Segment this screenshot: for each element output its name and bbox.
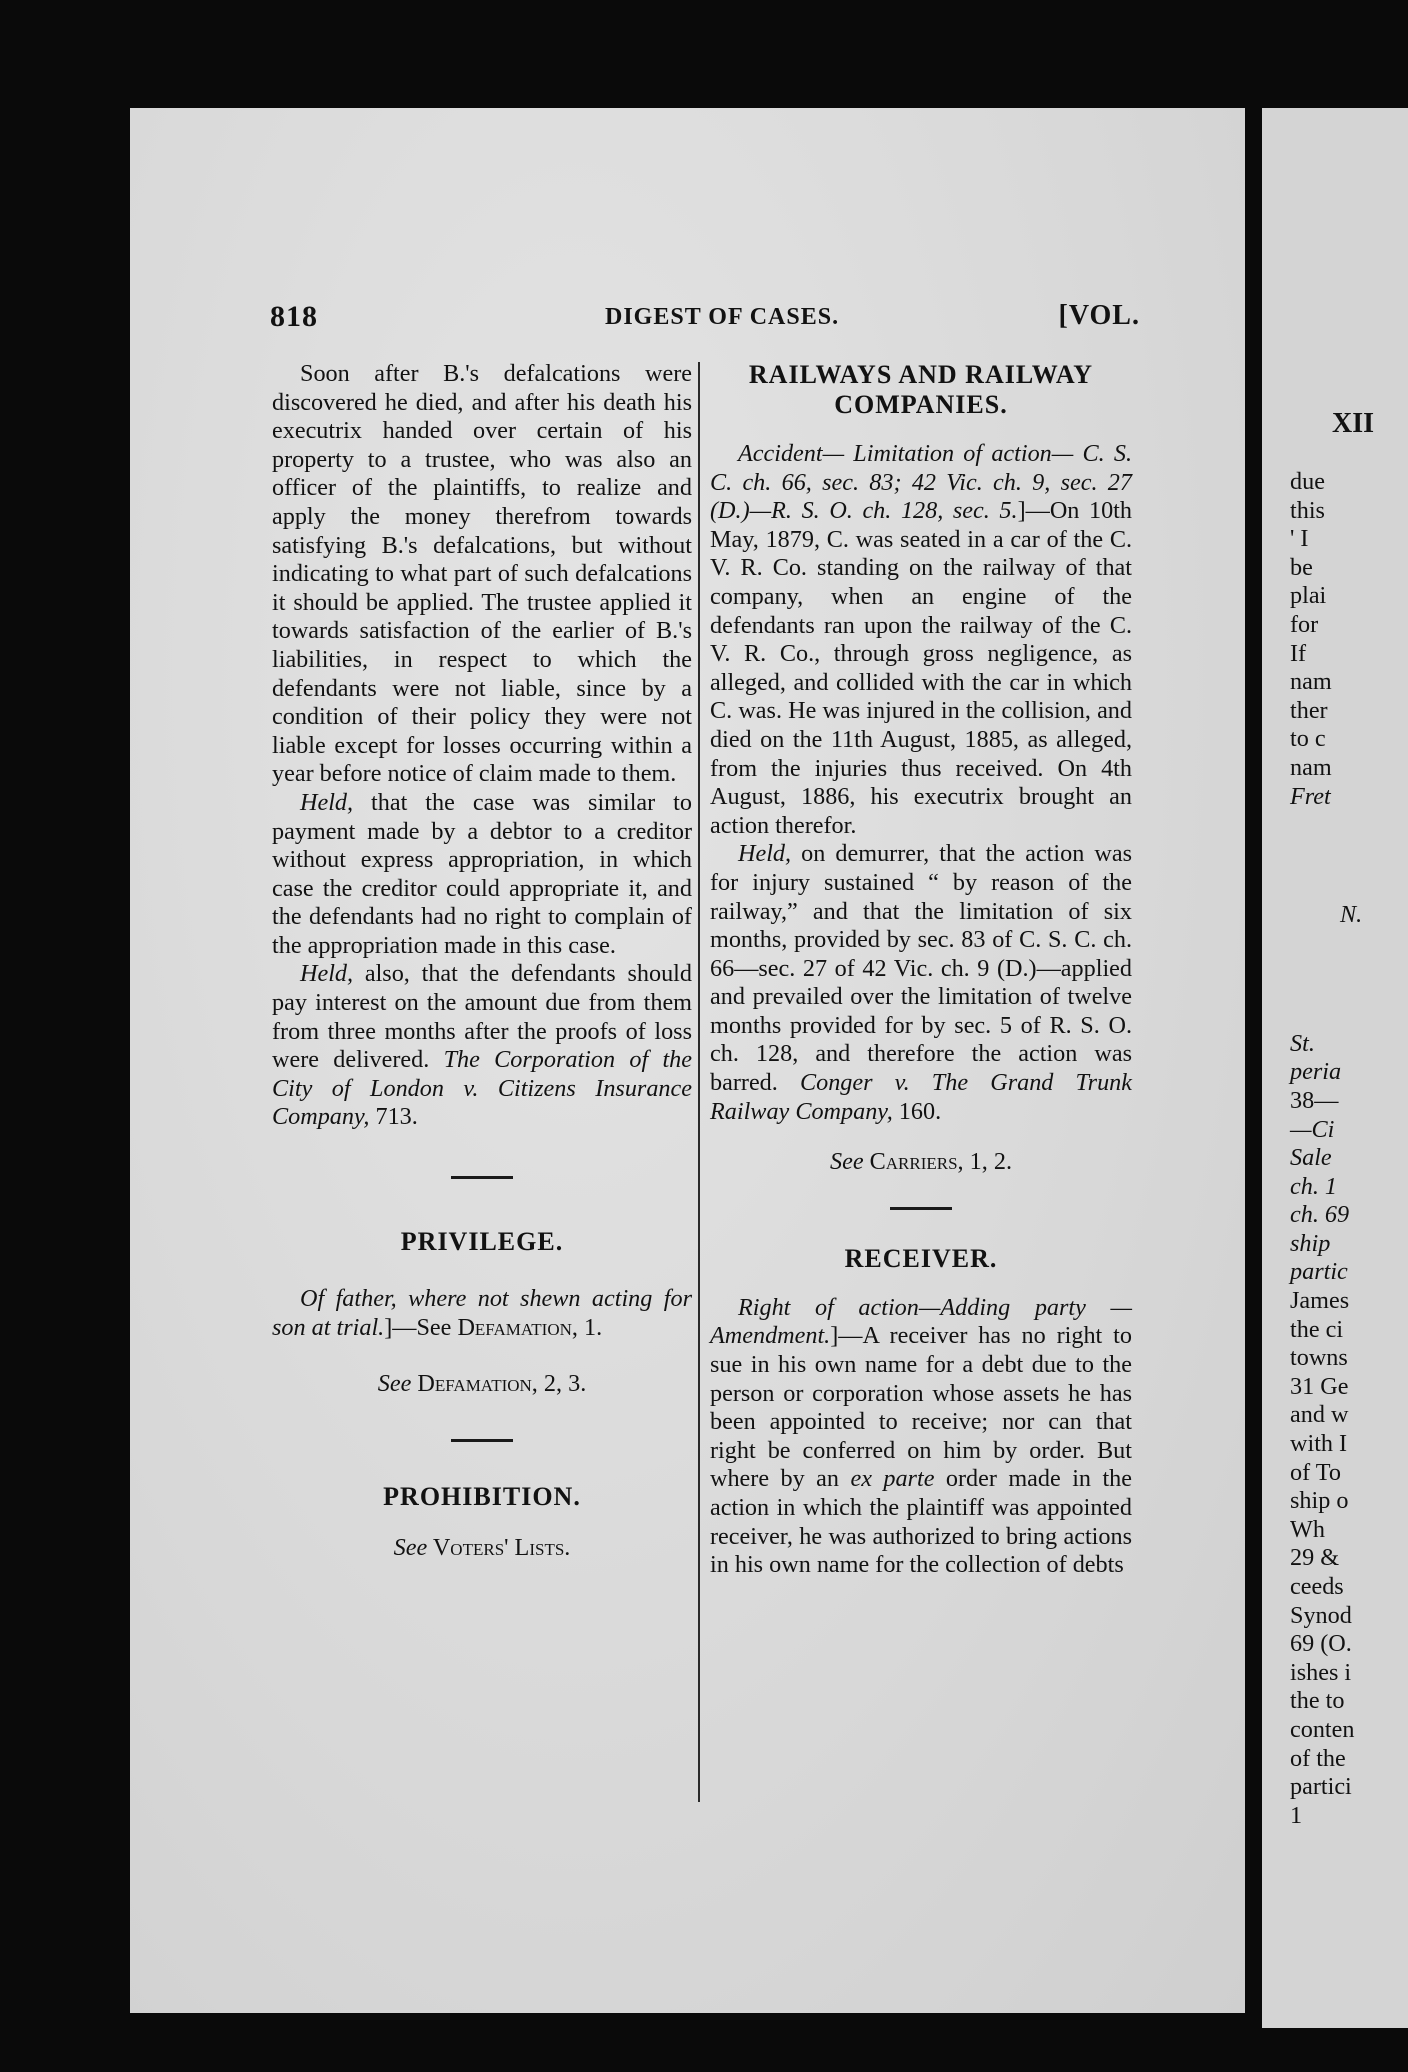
column-divider [698, 362, 700, 1802]
case-citation: The Corporation of the City of London v. Citizens Insurance Company, [272, 1046, 692, 1131]
paragraph-held: Held, also, that the defendants should pay interest on the amount due from them from three months after the proofs of loss were delivered. The Corporation of the City of London v. Citizens Insurance Company, 713. [272, 960, 692, 1131]
right-column [710, 360, 1132, 1580]
running-head: DIGEST OF CASES. [605, 304, 840, 330]
page-header [270, 300, 1140, 340]
see-also-privilege: See Defamation, 2, 3. [377, 1370, 587, 1398]
paragraph: Soon after B.'s defalcations were discovered he died, and after his death his executrix handed over certain of his property to a trustee, who was also an officer of the plaintiffs, to realize and apply the money therefrom towards satisfying B.'s defalcations, but without indicating to what part of such defalcations it should be applied. The trustee applied it towards satisfaction of the earlier of B.'s liabilities, in respect to which the defendants were not liable, since by a condition of their policy they were not liable except for losses occurring within a year before notice of claim made to them. [272, 360, 692, 788]
facing-page-text: due this ' I be plai for If nam ther to c nam Fret N. St. peria 38— —Ci Sale ch. 1 ch. 69 ship partic James the ci towns 31 Ge and w with I of To ship o Wh 29 & ceeds Synod 69 (O. ishes i the to conten of the partici 1 [1290, 468, 1363, 1829]
facing-page-fragment [1262, 108, 1408, 2028]
see-also-railways: See Carriers, 1, 2. [830, 1148, 1012, 1176]
entry-receiver: Right of action—Adding party —Amendment.]—A receiver has no right to sue in his own name for a debt due to the person or corporation whose assets he has been appointed to receive; nor can that right be conferred on him by order. But where by an ex parte order made in the action in which the plaintiff was appointed receiver, he was authorized to bring actions in his own name for the collection of debts [710, 1293, 1133, 1579]
entry-privilege: Of father, where not shewn acting for son at trial.]—See Defamation, 1. [272, 1285, 692, 1341]
page-number: 818 [270, 300, 318, 333]
section-heading-railways: RAILWAYS AND RAILWAY COMPANIES. [748, 360, 1094, 419]
paragraph-held: Held, on demurrer, that the action was for injury sustained “ by reason of the railway,” and that the limitation of six months, provided by sec. 83 of C. S. C. ch. 66—sec. 27 of 42 Vic. ch. 9 (D.)—applied and prevailed over the limitation of twelve months provided for by sec. 5 of R. S. O. ch. 128, and therefore the action was barred. Conger v. The Grand Trunk Railway Company, 160. [710, 840, 1132, 1125]
left-column [272, 360, 692, 1562]
volume-marker: [VOL. [1058, 300, 1140, 331]
held-label: Held, [738, 840, 792, 868]
section-heading-privilege: PRIVILEGE. [400, 1227, 564, 1257]
entry-railways: Accident— Limitation of action— C. S. C. ch. 66, sec. 83; 42 Vic. ch. 9, sec. 27 (D.)—R. S. O. ch. 128, sec. 5.]—On 10th May, 1879, C. was seated in a car of the C. V. R. Co. standing on the railway of that company, when an engine of the defendants ran upon the railway of the C. V. R. Co., through gross negligence, as alleged, and collided with the car in which C. was. He was injured in the collision, and died on the 11th August, 1885, as alleged, from the injuries thus received. On 4th August, 1886, his executrix brought an action therefor. [710, 440, 1132, 839]
facing-page-header: XII [1332, 408, 1375, 439]
see-also-prohibition: See Voters' Lists. [393, 1533, 571, 1561]
case-citation: Conger v. The Grand Trunk Railway Company, [710, 1069, 1132, 1125]
paragraph-held: Held, that the case was similar to payment made by a debtor to a creditor without express appropriation, in which case the creditor could appropriate it, and the defendants had no right to complain of the appropriation made in this case. [272, 788, 692, 959]
held-label: Held, [300, 960, 354, 988]
section-heading-prohibition: PROHIBITION. [383, 1481, 581, 1511]
held-label: Held, [300, 788, 354, 816]
section-heading-receiver: RECEIVER. [844, 1243, 998, 1273]
